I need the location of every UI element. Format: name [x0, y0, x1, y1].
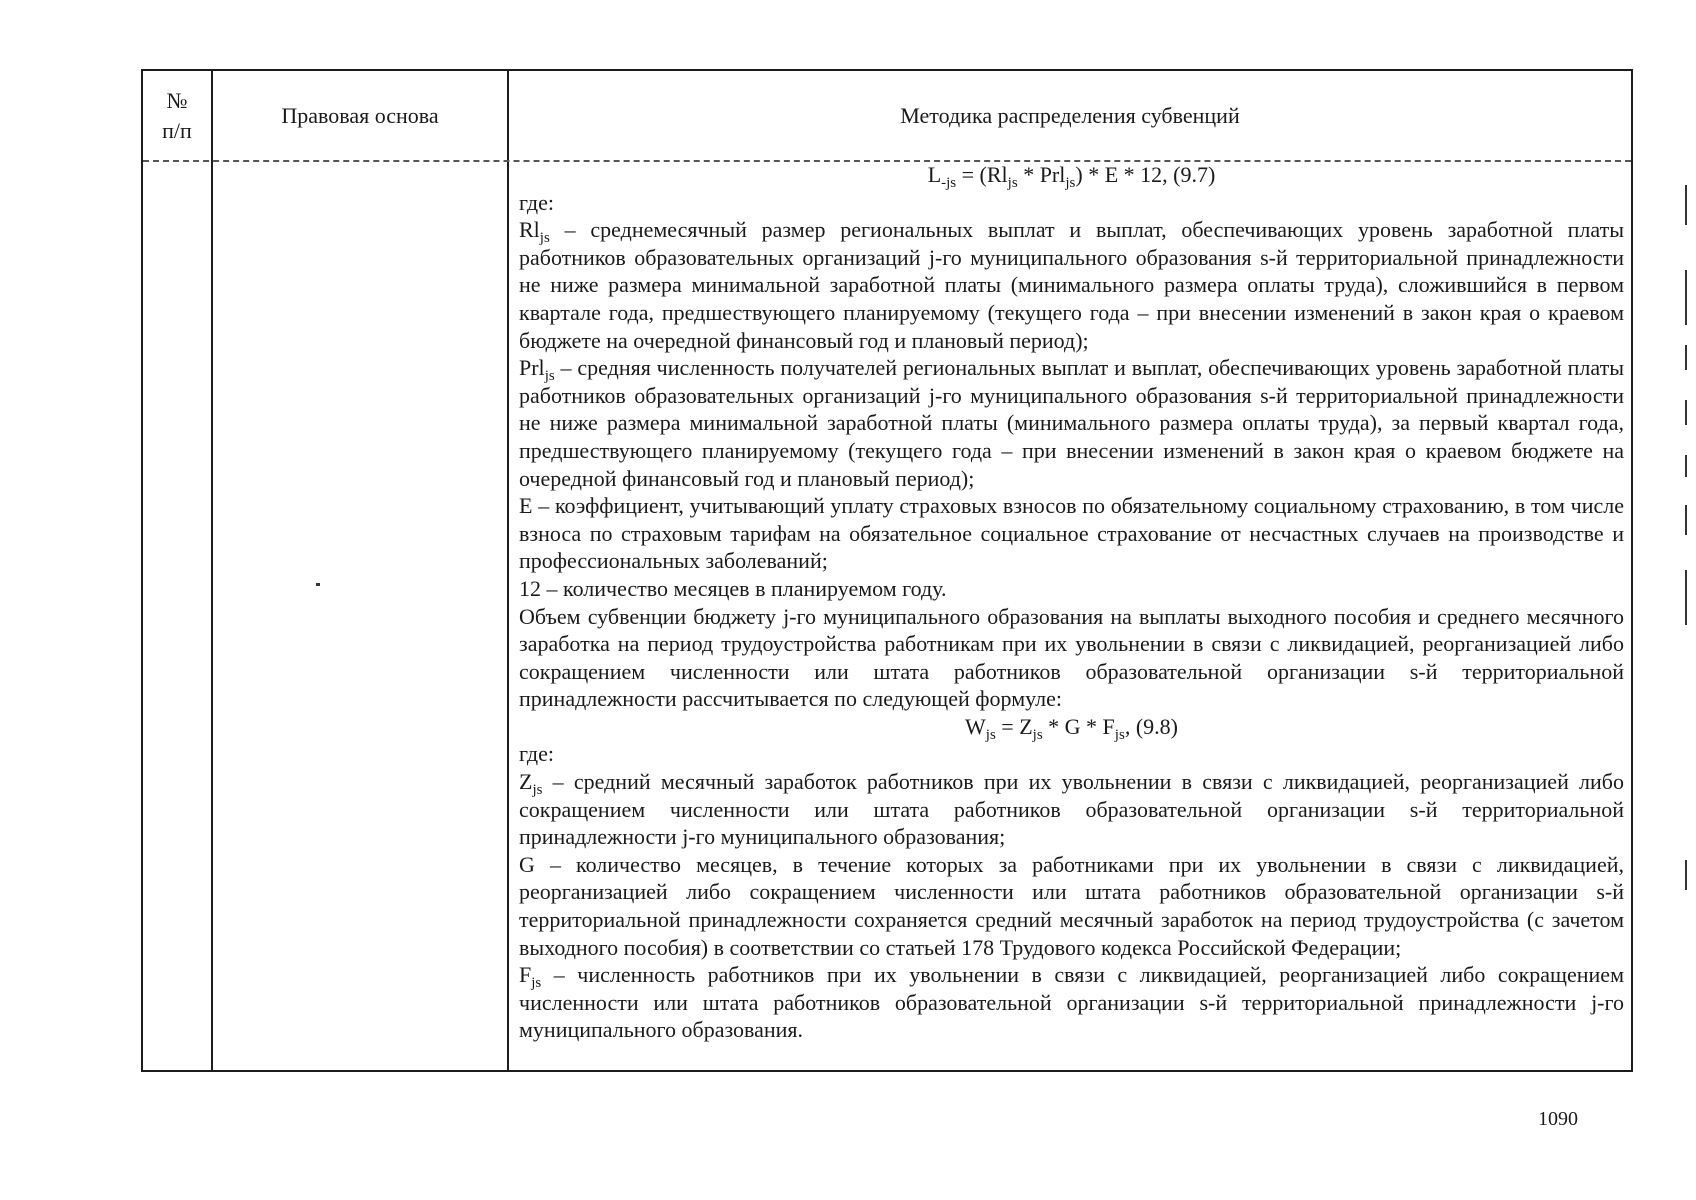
definition-text: – среднемесячный размер региональных выплат и выплат, обеспечивающих уровень заработной платы работников образовательных организаций j-го муниципального образования s-й территориальной принадлежности не ниже размера минимальной заработной платы (минимального размера оплаты труда), сложившийся в первом квартале года, предшествующего планируемому (текущего года – при внесении изменений в закон края о краевом бюджете на очередной финансовый год и плановый период); [519, 217, 1624, 353]
formula-part: , (9.8) [1124, 713, 1178, 739]
definition-f [519, 961, 1624, 1044]
definition-rl [519, 216, 1624, 354]
method-cell [519, 161, 1624, 1044]
formula-symbol: L [927, 162, 942, 187]
scan-edge-mark [1685, 860, 1687, 890]
definition-text: – средняя численность получателей региональных выплат и выплат, обеспечивающих уровень заработной платы работников образовательных организаций j-го муниципального образования s-й территориальной принадлежности не ниже размера минимальной заработной платы (минимального размера оплаты труда), за первый квартал года, предшествующего планируемому (текущего года – при внесении изменений в закон края о краевом бюджете на очередной финансовый год и плановый период); [519, 355, 1624, 491]
header-number-abbrev: п/п [162, 117, 192, 143]
formula-subscript: js [1032, 726, 1043, 743]
formula-subscript: js [1007, 175, 1018, 191]
formula-part: = (Rl [956, 162, 1008, 187]
definition-subscript: js [539, 230, 550, 247]
definition-text: – средний месячный заработок работников при их увольнении в связи с ликвидацией, реорганизацией либо сокращением численности или штата работников образовательной организации s-й территориальной принадлежности j-го муниципального образования; [519, 769, 1624, 850]
scan-edge-mark [1685, 455, 1687, 477]
definition-prl [519, 354, 1624, 492]
scan-edge-mark [1685, 270, 1687, 325]
scan-speck [316, 583, 320, 586]
definition-text: – численность работников при их увольнении в связи с ликвидацией, реорганизацией либо сокращением численности или штата работников образовательной организации s-й территориальной принадлежности j-го муниципального образования. [519, 962, 1624, 1043]
formula-part: * G * F [1042, 713, 1115, 739]
formula-symbol: W [965, 713, 986, 739]
definition-z [519, 768, 1624, 851]
formula-part: * Prl [1017, 162, 1066, 187]
header-row-number [143, 71, 211, 160]
scan-edge-mark [1685, 185, 1687, 225]
definition-subscript: js [544, 368, 555, 385]
scan-edge-mark [1685, 345, 1687, 370]
formula-subscript: js [1065, 175, 1076, 191]
definition-symbol: Rl [519, 217, 540, 243]
subvention-table [141, 69, 1633, 1072]
where-label: где: [519, 189, 554, 215]
scan-edge-mark [1685, 505, 1687, 535]
header-legal-basis: Правовая основа [281, 102, 439, 128]
formula-9-7 [519, 161, 1624, 189]
scan-edge-mark [1685, 400, 1687, 425]
formula-part: ) * E * 12, (9.7) [1075, 162, 1216, 187]
volume-paragraph: Объем субвенции бюджету j-го муниципального образования на выплаты выходного пособия и среднего месячного заработка на период трудоустройства работникам при их увольнении в связи с ликвидацией, реорганизацией либо сокращением численности или штата работников образовательной организации s-й территориальной принадлежности рассчитывается по следующей формуле: [519, 603, 1624, 712]
header-number-symbol: № [166, 87, 188, 113]
formula-9-8 [519, 713, 1624, 741]
where-label: где: [519, 741, 554, 767]
page-number: 1090 [1538, 1108, 1578, 1130]
definition-subscript: js [531, 975, 542, 992]
formula-part: = Z [995, 713, 1033, 739]
header-method: Методика распределения субвенций [900, 102, 1240, 128]
definition-g: G – количество месяцев, в течение которых за работниками при их увольнении в связи с ликвидацией, реорганизацией либо сокращением численности или штата работников образовательной организации s-й территориальной принадлежности сохраняется средний месячный заработок на период трудоустройства (с зачетом выходного пособия) в соответствии со статьей 178 Трудового кодекса Российской Федерации; [519, 851, 1624, 960]
definition-e: E – коэффициент, учитывающий уплату страховых взносов по обязательному социальному страхованию, в том числе взноса по страховым тарифам на обязательное социальное страхование от несчастных случаев на производстве и профессиональных заболеваний; [519, 493, 1624, 574]
definition-12: 12 – количество месяцев в планируемом году. [519, 575, 947, 601]
definition-subscript: js [532, 782, 543, 799]
formula-subscript: js [1114, 726, 1125, 743]
definition-symbol: F [519, 962, 532, 988]
column-divider [507, 71, 509, 1070]
formula-subscript: -js [941, 175, 957, 191]
definition-symbol: Z [519, 769, 533, 795]
definition-symbol: Prl [519, 355, 545, 381]
column-divider [211, 71, 213, 1070]
formula-subscript: js [985, 726, 996, 743]
scan-edge-mark [1685, 570, 1687, 625]
